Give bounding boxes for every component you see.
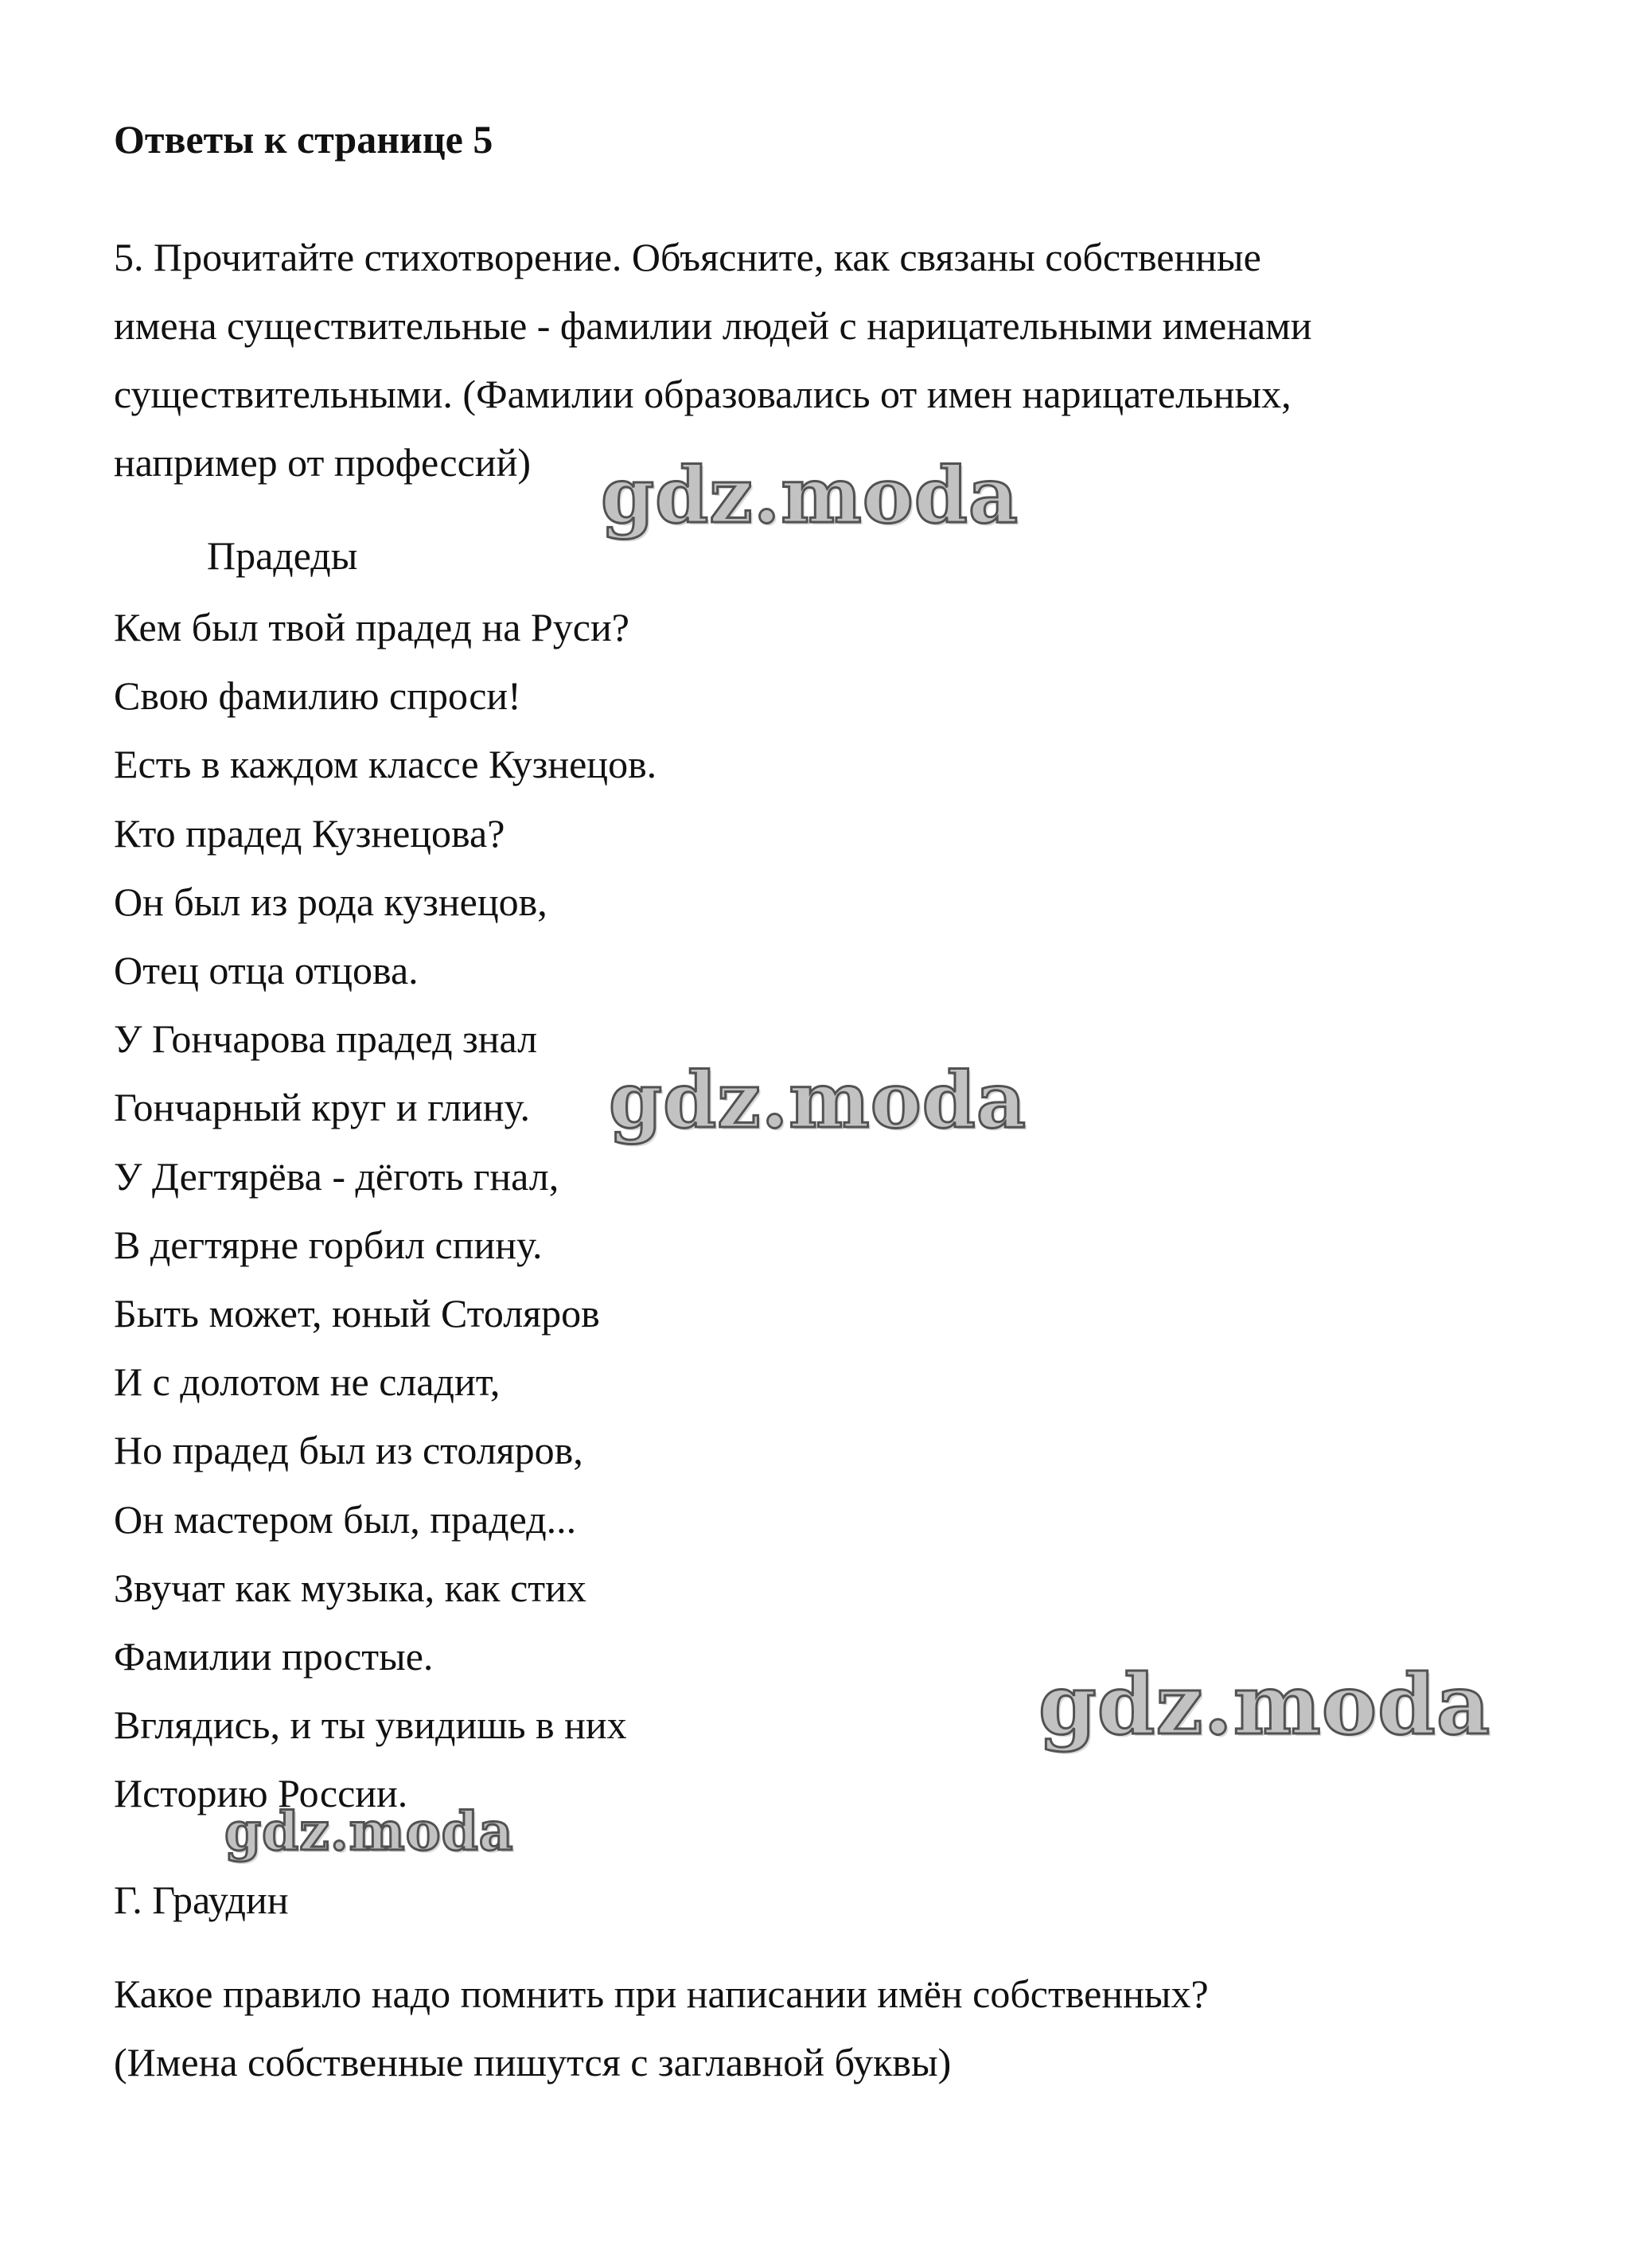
poem-title: Прадеды (207, 533, 358, 578)
task-line: имена существительные - фамилии людей с нарицательными именами (114, 303, 1312, 348)
poem-line: Кто прадед Кузнецова? (114, 810, 505, 856)
poem-line: Но прадед был из столяров, (114, 1428, 583, 1473)
poem-line: Свою фамилию спроси! (114, 673, 521, 719)
poem-line: Он был из рода кузнецов, (114, 879, 547, 924)
poem-line: У Гончарова прадед знал (114, 1016, 538, 1062)
question-answer: (Имена собственные пишутся с заглавной буквы) (114, 2040, 952, 2084)
poem-body (114, 593, 657, 1828)
poem-line: И с долотом не сладит, (114, 1359, 501, 1405)
page-heading: Ответы к странице 5 (114, 117, 493, 162)
poem-line: Вглядись, и ты увидишь в них (114, 1702, 627, 1748)
watermark-logo: gdz.moda (609, 1055, 1027, 1145)
poem-author: Г. Граудин (114, 1878, 289, 1922)
poem-line: Фамилии простые. (114, 1634, 434, 1679)
poem-line: Быть может, юный Столяров (114, 1291, 600, 1336)
task-line: 5. Прочитайте стихотворение. Объясните, как связаны собственные (114, 235, 1261, 279)
watermark-logo: gdz.moda (601, 450, 1019, 540)
task-line: например от профессий) (114, 440, 531, 485)
poem-line: Историю России. (114, 1771, 408, 1816)
poem-line: У Дегтярёва - дёготь гнал, (114, 1153, 559, 1199)
poem-line: Кем был твой прадед на Руси? (114, 605, 629, 649)
question-text: Какое правило надо помнить при написании имён собственных? (114, 1971, 1209, 2016)
poem-line: Гончарный круг и глину. (114, 1085, 531, 1130)
poem-line: Есть в каждом классе Кузнецов. (114, 742, 657, 787)
watermark-logo: gdz.moda (1038, 1655, 1491, 1753)
poem-line: Отец отца отцова. (114, 948, 419, 993)
poem-line: Звучат как музыка, как стих (114, 1565, 586, 1610)
question-block (114, 1960, 1209, 2096)
poem-line: Он мастером был, прадед... (114, 1496, 577, 1542)
task-line: существительными. (Фамилии образовались от имен нарицательных, (114, 372, 1292, 416)
watermark-logo: gdz.moda (224, 1800, 514, 1862)
poem-line: В дегтярне горбил спину. (114, 1222, 543, 1267)
